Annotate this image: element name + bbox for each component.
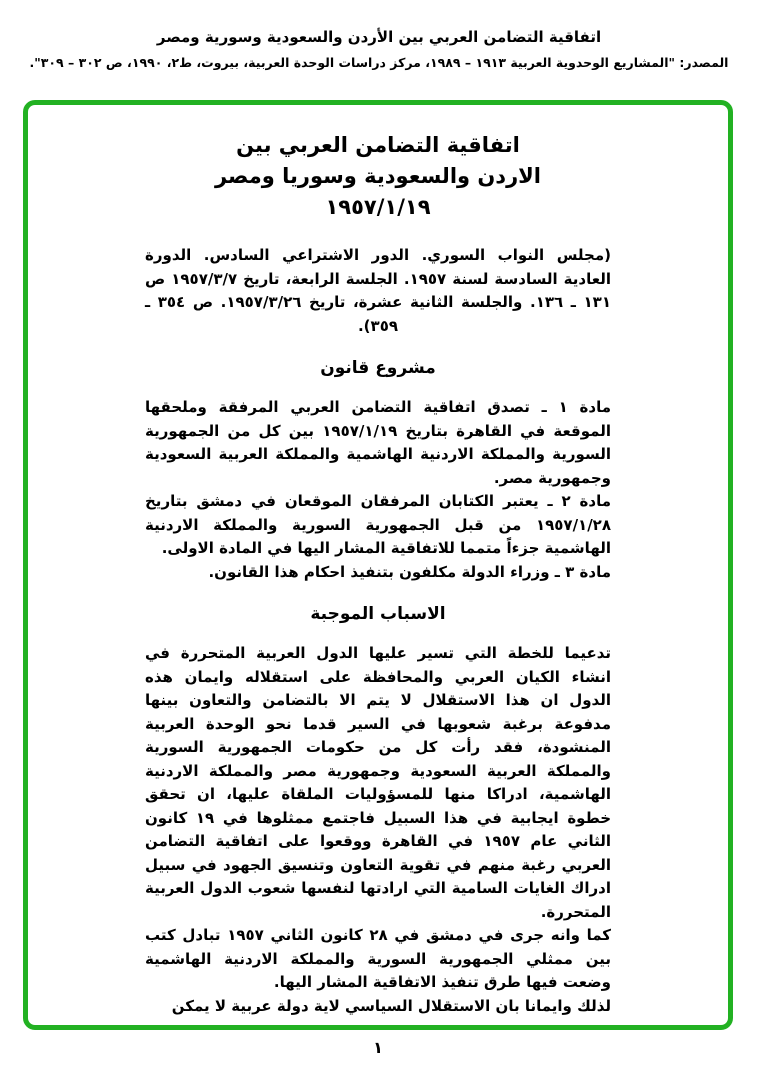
reasons-paragraph-2: كما وانه جرى في دمشق في ٢٨ كانون الثاني ١٩٥٧ تبادل كتب بين ممثلي الجمهورية السورية والمملكة الاردنية الهاشمية وضعت فيها طرق تنفيذ الاتفاقية المشار اليها. bbox=[145, 926, 611, 991]
document-frame bbox=[23, 100, 733, 1030]
article-2: مادة ٢ ـ يعتبر الكتابان المرفقان الموقعان في دمشق بتاريخ ١٩٥٧/١/٢٨ من قبل الجمهورية السورية والمملكة الاردنية الهاشمية جزءاً متمما للاتفاقية المشار اليها في المادة الاولى. bbox=[145, 492, 611, 557]
title-line-1: اتفاقية التضامن العربي بين bbox=[236, 133, 520, 157]
page-header bbox=[0, 28, 758, 70]
article-1: مادة ١ ـ تصدق اتفاقية التضامن العربي المرفقة وملحقها الموقعة في القاهرة بتاريخ ١٩٥٧/١/١٩ بين كل من الجمهورية السورية والمملكة الاردنية الهاشمية والمملكة العربية السعودية وجمهورية مصر. bbox=[145, 398, 611, 487]
document-title bbox=[145, 130, 611, 223]
running-title: اتفاقية التضامن العربي بين الأردن والسعودية وسورية ومصر bbox=[156, 28, 602, 46]
reasons-section bbox=[145, 642, 611, 1018]
reasons-paragraph-1: تدعيما للخطة التي تسير عليها الدول العربية المتحررة في انشاء الكيان العربي والمحافظة على استقلاله وايمان هذه الدول ان هذا الاستقلال لا يتم الا بالتضامن والتعاون بينها مدفوعة برغبة شعوبها في السير قدما نحو الوحدة العربية المنشودة، فقد رأت كل من حكومات الجمهورية السورية والمملكة العربية السعودية وجمهورية مصر والمملكة الاردنية الهاشمية، ادراكا منها للمسؤوليات الملقاة عليها، ان تحقق خطوة ايجابية في هذا السبيل فاجتمع ممثلوها في ١٩ كانون الثاني عام ١٩٥٧ في القاهرة ووقعوا على اتفاقية التضامن العربي رغبة منهم في تقوية التعاون وتنسيق الجهود في سبيل ادراك الغايات السامية التي ارادتها لنفسها شعوب الدول العربية المتحررة. bbox=[145, 644, 612, 921]
title-date: ١٩٥٧/١/١٩ bbox=[325, 195, 431, 219]
title-line-2: الاردن والسعودية وسوريا ومصر bbox=[214, 164, 542, 188]
reasons-paragraph-3: لذلك وايمانا بان الاستقلال السياسي لاية دولة عربية لا يمكن bbox=[171, 996, 611, 1015]
article-3: مادة ٣ ـ وزراء الدولة مكلفون بتنفيذ احكام هذا القانون. bbox=[208, 562, 611, 581]
document-content bbox=[145, 105, 611, 1018]
section-heading-draft-law: مشروع قانون bbox=[320, 358, 436, 378]
section-heading-reasons: الاسباب الموجبة bbox=[310, 604, 446, 624]
page-number: ١ bbox=[373, 1038, 383, 1057]
source-citation: المصدر: "المشاريع الوحدوية العربية ١٩١٣ – ١٩٨٩، مركز دراسات الوحدة العربية، بيروت، ط٢، ١٩٩٠، ص ٣٠٢ – ٣٠٩". bbox=[29, 55, 729, 70]
session-note: (مجلس النواب السوري. الدور الاشتراعي السادس. الدورة العادية السادسة لسنة ١٩٥٧. الجلسة الرابعة، تاريخ ١٩٥٧/٣/٧ ص ١٣١ ـ ١٣٦. والجلسة الثانية عشرة، تاريخ ١٩٥٧/٣/٢٦. ص ٣٥٤ ـ ٣٥٩). bbox=[145, 246, 611, 335]
articles-section bbox=[145, 396, 611, 584]
